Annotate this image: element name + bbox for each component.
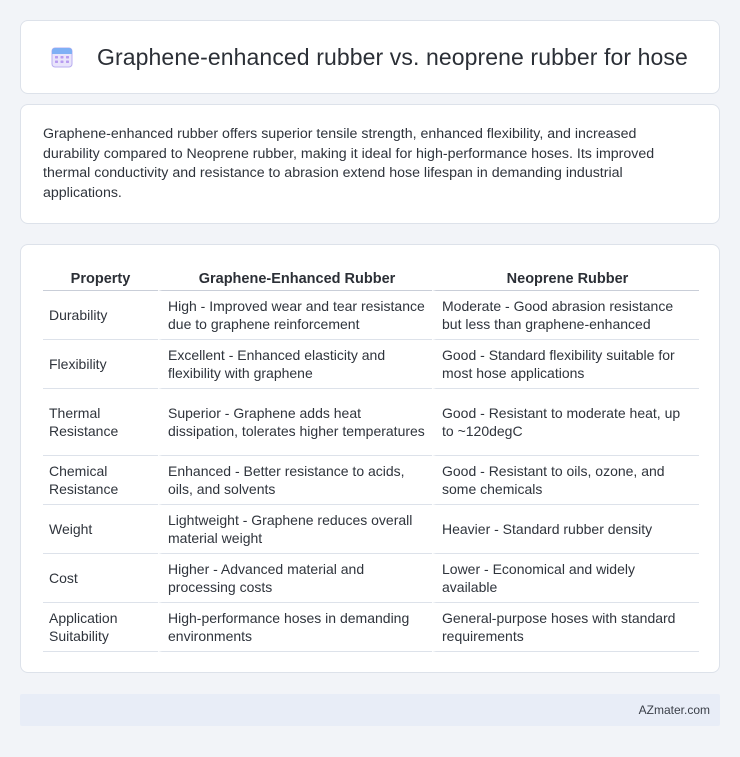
table-row	[43, 505, 699, 554]
intro-card	[20, 104, 720, 224]
column-header-graphene: Graphene-Enhanced Rubber	[158, 265, 432, 291]
title-card	[20, 20, 720, 94]
neoprene-cell: Moderate - Good abrasion resistance but less than graphene-enhanced	[432, 291, 699, 340]
property-cell: Thermal Resistance	[43, 389, 158, 456]
table-row	[43, 603, 699, 652]
column-header-property: Property	[43, 265, 158, 291]
table-row	[43, 291, 699, 340]
comparison-card	[20, 244, 720, 673]
intro-paragraph: Graphene-enhanced rubber offers superior tensile strength, enhanced flexibility, and increased durability compared to Neoprene rubber, making it ideal for high-performance hoses. Its improved thermal conductivity and resistance to abrasion extend hose lifespan in demanding industrial applications.	[43, 126, 655, 201]
table-row	[43, 554, 699, 603]
neoprene-cell: General-purpose hoses with standard requirements	[432, 603, 699, 652]
graphene-cell: Lightweight - Graphene reduces overall material weight	[158, 505, 432, 554]
page-title: Graphene-enhanced rubber vs. neoprene rubber for hose	[97, 43, 688, 70]
table-header-row	[43, 265, 699, 291]
footer-bar	[20, 694, 720, 726]
property-cell: Durability	[43, 291, 158, 340]
graphene-cell: Higher - Advanced material and processing costs	[158, 554, 432, 603]
property-cell: Cost	[43, 554, 158, 603]
property-cell: Flexibility	[43, 340, 158, 389]
graphene-cell: Superior - Graphene adds heat dissipation, tolerates higher temperatures	[158, 389, 432, 456]
footer-source: AZmater.com	[638, 703, 710, 717]
calendar-icon	[49, 44, 75, 70]
property-cell: Weight	[43, 505, 158, 554]
property-cell: Application Suitability	[43, 603, 158, 652]
neoprene-cell: Good - Resistant to oils, ozone, and some chemicals	[432, 456, 699, 505]
neoprene-cell: Heavier - Standard rubber density	[432, 505, 699, 554]
property-cell: Chemical Resistance	[43, 456, 158, 505]
neoprene-cell: Good - Standard flexibility suitable for most hose applications	[432, 340, 699, 389]
table-row	[43, 340, 699, 389]
graphene-cell: High-performance hoses in demanding environments	[158, 603, 432, 652]
graphene-cell: Excellent - Enhanced elasticity and flexibility with graphene	[158, 340, 432, 389]
neoprene-cell: Good - Resistant to moderate heat, up to ~120degC	[432, 389, 699, 456]
neoprene-cell: Lower - Economical and widely available	[432, 554, 699, 603]
comparison-table	[43, 265, 699, 652]
graphene-cell: High - Improved wear and tear resistance due to graphene reinforcement	[158, 291, 432, 340]
table-row	[43, 456, 699, 505]
table-row	[43, 389, 699, 456]
column-header-neoprene: Neoprene Rubber	[432, 265, 699, 291]
graphene-cell: Enhanced - Better resistance to acids, oils, and solvents	[158, 456, 432, 505]
